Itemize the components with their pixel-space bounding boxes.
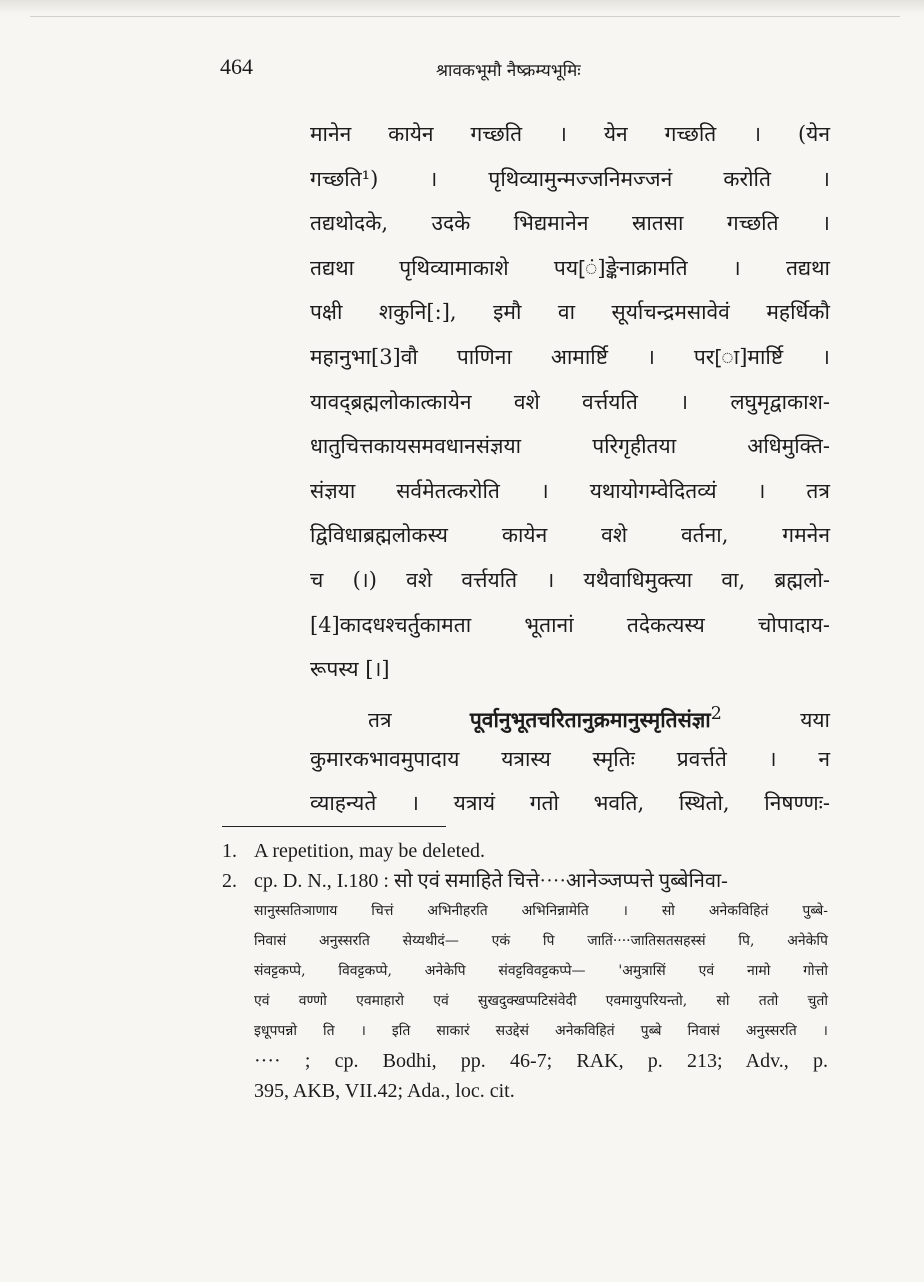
footnote-1 — [222, 836, 828, 866]
footnote-line: निवासं अनुस्सरति सेय्यथीदं— एकं पि जातिं····जातिसतसहस्सं पि, अनेकेपि — [254, 933, 828, 949]
text-line: गच्छति¹) । पृथिव्यामुन्मज्जनिमज्जनं करोति । — [310, 166, 830, 191]
text-line: [4]कादधश्चर्तुकामता भूतानां तदेकत्यस्य चोपादाय- — [310, 612, 830, 637]
text-line: रूपस्य [।] — [310, 657, 390, 682]
footnote-line: संवट्टकप्पे, विवट्टकप्पे, अनेकेपि संवट्टविवट्टकप्पे— 'अमुत्रासिं एवं नामो गोत्तो — [254, 963, 828, 979]
text-line: संज्ञया सर्वमेतत्करोति । यथायोगम्वेदितव्यं । तत्र — [310, 478, 830, 503]
lead-word: तत्र — [368, 708, 470, 732]
text-line: च (।) वशे वर्त्तयति । यथैवाधिमुक्त्या वा, ब्रह्मलो- — [310, 567, 830, 592]
text-line: महानुभा[3]वौ पाणिना आमार्ष्टि । पर[ा]मार्ष्टि । — [310, 344, 830, 369]
footnote-line: एवं वण्णो एवमाहारो एवं सुखदुक्खप्पटिसंवेदी एवमायुपरियन्तो, सो ततो चुतो — [254, 993, 828, 1009]
line-rest: यया — [721, 708, 830, 732]
text-line: पक्षी शकुनि[:], इमौ वा सूर्याचन्द्रमसावेवं महर्धिकौ — [310, 300, 830, 325]
footnote-number: 2. — [222, 870, 237, 892]
text-line: तद्यथोदके, उदके भिद्यमानेन स्रातसा गच्छति । — [310, 211, 830, 236]
scan-edge — [0, 0, 924, 14]
text-line: व्याहन्यते । यत्रायं गतो भवति, स्थितो, निषण्णः- — [310, 791, 830, 816]
footnote-text: cp. D. N., I.180 : सो एवं समाहिते चित्ते····आनेञ्जप्पत्ते पुब्बेनिवा- — [254, 870, 728, 892]
footnote-2 — [222, 866, 828, 896]
footnote-ref: 2 — [710, 704, 722, 724]
text-line: तद्यथा पृथिव्यामाकाशे पय[ं]ङ्केनाक्रामति । तद्यथा — [310, 255, 830, 280]
footnotes — [222, 836, 828, 1106]
text-line — [310, 692, 830, 737]
footnote-line: इधूपपन्नो ति । इति साकारं सउद्देसं अनेकविहितं पुब्बे निवासं अनुस्सरति । — [254, 1023, 828, 1039]
running-title: श्रावकभूमौ नैष्क्रम्यभूमिः — [436, 61, 581, 81]
footnote-rule — [222, 826, 446, 827]
text-line: कुमारकभावमुपादाय यत्रास्य स्मृतिः प्रवर्त्तते । न — [310, 746, 830, 771]
paragraph-2 — [310, 692, 830, 826]
footnote-number: 1. — [222, 840, 237, 862]
text-line: मानेन कायेन गच्छति । येन गच्छति । (येन — [310, 122, 830, 146]
footnote-line: ···· ; cp. Bodhi, pp. 46-7; RAK, p. 213; Adv., p. — [254, 1050, 828, 1072]
text-line: धातुचित्तकायसमवधानसंज्ञया परिगृहीतया अधिमुक्ति- — [310, 434, 830, 459]
page-number: 464 — [220, 54, 253, 79]
text-line: द्विविधाब्रह्मलोकस्य कायेन वशे वर्तना, गमनेन — [310, 523, 830, 548]
bold-term: पूर्वानुभूतचरितानुक्रमानुस्मृतिसंज्ञा — [469, 707, 711, 732]
footnote-line: सानुस्सतिञाणाय चित्तं अभिनीहरति अभिनिन्नामेति । सो अनेकविहितं पुब्बे- — [254, 903, 828, 919]
paragraph-1 — [310, 112, 830, 692]
text-line: यावद्ब्रह्मलोकात्कायेन वशे वर्त्तयति । लघुमृद्वाकाश- — [310, 389, 830, 414]
footnote-line: 395, AKB, VII.42; Ada., loc. cit. — [254, 1080, 515, 1102]
scan-edge-line — [30, 16, 900, 17]
footnote-text: A repetition, may be deleted. — [254, 840, 486, 862]
